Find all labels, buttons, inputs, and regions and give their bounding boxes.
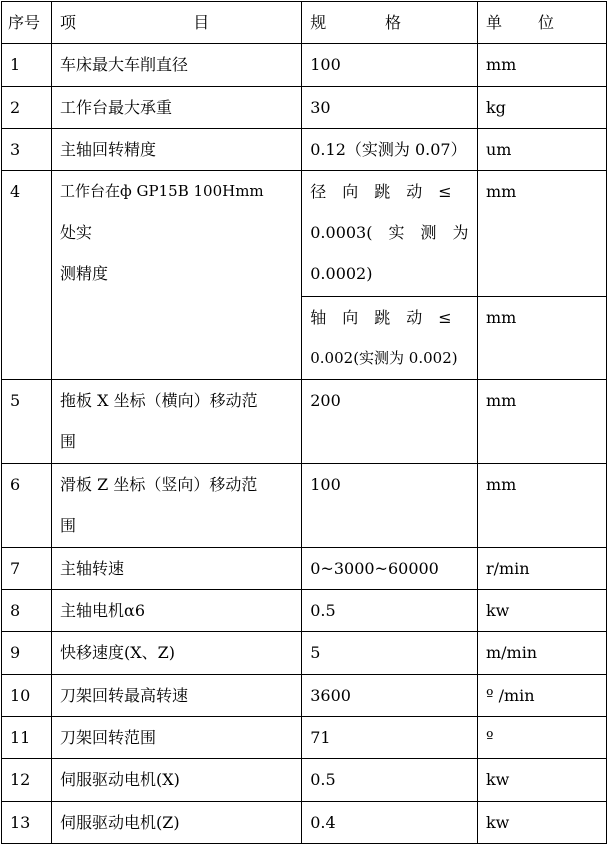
row-item-line: 滑板 Z 坐标（竖向）移动范 bbox=[60, 475, 258, 494]
table-row bbox=[2, 675, 607, 717]
table-row bbox=[2, 44, 607, 87]
row-spec: 5 bbox=[302, 632, 478, 675]
row-spec bbox=[302, 297, 478, 380]
header-unit bbox=[477, 2, 606, 44]
row-spec-line: 0.0002) bbox=[310, 264, 373, 283]
row-item: 主轴回转精度 bbox=[52, 129, 302, 171]
row-item: 工作台最大承重 bbox=[52, 87, 302, 129]
row-no: 11 bbox=[2, 717, 52, 759]
row-unit: kw bbox=[477, 759, 606, 802]
row-item-line: 处实 bbox=[60, 223, 93, 242]
row-no: 5 bbox=[2, 380, 52, 464]
header-spec bbox=[302, 2, 478, 44]
header-item bbox=[52, 2, 302, 44]
row-spec: 200 bbox=[302, 380, 478, 464]
table-row bbox=[2, 171, 607, 297]
row-unit: º /min bbox=[477, 675, 606, 717]
row-spec: 0.4 bbox=[302, 802, 478, 844]
row-unit: kg bbox=[477, 87, 606, 129]
header-item-a: 项 bbox=[60, 13, 77, 32]
table-row bbox=[2, 802, 607, 844]
row-unit: mm bbox=[477, 44, 606, 87]
row-spec bbox=[302, 171, 478, 297]
row-spec-line: 径 向 跳 动 ≤ bbox=[310, 182, 452, 201]
row-no: 6 bbox=[2, 464, 52, 548]
table-row bbox=[2, 717, 607, 759]
header-row bbox=[2, 2, 607, 44]
table-row bbox=[2, 759, 607, 802]
row-item-line: 围 bbox=[60, 516, 77, 535]
row-unit: um bbox=[477, 129, 606, 171]
table-row bbox=[2, 464, 607, 548]
table-row bbox=[2, 632, 607, 675]
row-no: 9 bbox=[2, 632, 52, 675]
row-no: 13 bbox=[2, 802, 52, 844]
row-spec: 0~3000~60000 bbox=[302, 548, 478, 590]
row-no: 4 bbox=[2, 171, 52, 380]
header-spec-b: 格 bbox=[384, 13, 401, 32]
row-spec: 100 bbox=[302, 44, 478, 87]
row-item: 快移速度(X、Z) bbox=[52, 632, 302, 675]
row-unit: mm bbox=[477, 171, 606, 297]
row-spec-line: 0.0003( 实 测 为 bbox=[310, 223, 469, 242]
row-item: 车床最大车削直径 bbox=[52, 44, 302, 87]
header-spec-a: 规 bbox=[310, 13, 327, 32]
row-unit: kw bbox=[477, 802, 606, 844]
row-spec: 71 bbox=[302, 717, 478, 759]
header-seq: 序号 bbox=[2, 2, 52, 44]
row-spec: 0.12（实测为 0.07） bbox=[302, 129, 478, 171]
row-item-line: 测精度 bbox=[60, 264, 109, 283]
table-row bbox=[2, 590, 607, 632]
row-unit: º bbox=[477, 717, 606, 759]
row-item: 主轴转速 bbox=[52, 548, 302, 590]
row-item: 刀架回转范围 bbox=[52, 717, 302, 759]
row-spec: 100 bbox=[302, 464, 478, 548]
row-item-line: 工作台在ф GP15B 100Hmm bbox=[60, 182, 264, 200]
table-row bbox=[2, 87, 607, 129]
header-unit-a: 单 bbox=[485, 13, 502, 32]
row-item: 伺服驱动电机(X) bbox=[52, 759, 302, 802]
row-item: 刀架回转最高转速 bbox=[52, 675, 302, 717]
row-no: 2 bbox=[2, 87, 52, 129]
row-item-line: 围 bbox=[60, 432, 77, 451]
row-unit: m/min bbox=[477, 632, 606, 675]
row-unit: kw bbox=[477, 590, 606, 632]
header-item-b: 目 bbox=[193, 13, 210, 32]
row-item: 主轴电机α6 bbox=[52, 590, 302, 632]
row-item bbox=[52, 464, 302, 548]
row-spec-line: 0.002(实测为 0.002) bbox=[310, 349, 458, 367]
row-spec-line: 轴 向 跳 动 ≤ bbox=[310, 308, 452, 327]
row-no: 8 bbox=[2, 590, 52, 632]
row-no: 12 bbox=[2, 759, 52, 802]
row-unit: mm bbox=[477, 297, 606, 380]
row-spec: 3600 bbox=[302, 675, 478, 717]
row-no: 7 bbox=[2, 548, 52, 590]
row-item: 伺服驱动电机(Z) bbox=[52, 802, 302, 844]
row-item-line: 拖板 X 坐标（横向）移动范 bbox=[60, 391, 258, 410]
row-spec: 0.5 bbox=[302, 590, 478, 632]
header-unit-b: 位 bbox=[537, 13, 554, 32]
table-row bbox=[2, 380, 607, 464]
table-row bbox=[2, 129, 607, 171]
row-item bbox=[52, 380, 302, 464]
table-row bbox=[2, 548, 607, 590]
row-spec: 0.5 bbox=[302, 759, 478, 802]
spec-table bbox=[1, 1, 607, 844]
row-no: 10 bbox=[2, 675, 52, 717]
row-no: 3 bbox=[2, 129, 52, 171]
row-spec: 30 bbox=[302, 87, 478, 129]
row-unit: mm bbox=[477, 380, 606, 464]
row-unit: mm bbox=[477, 464, 606, 548]
row-unit: r/min bbox=[477, 548, 606, 590]
row-no: 1 bbox=[2, 44, 52, 87]
row-item bbox=[52, 171, 302, 380]
